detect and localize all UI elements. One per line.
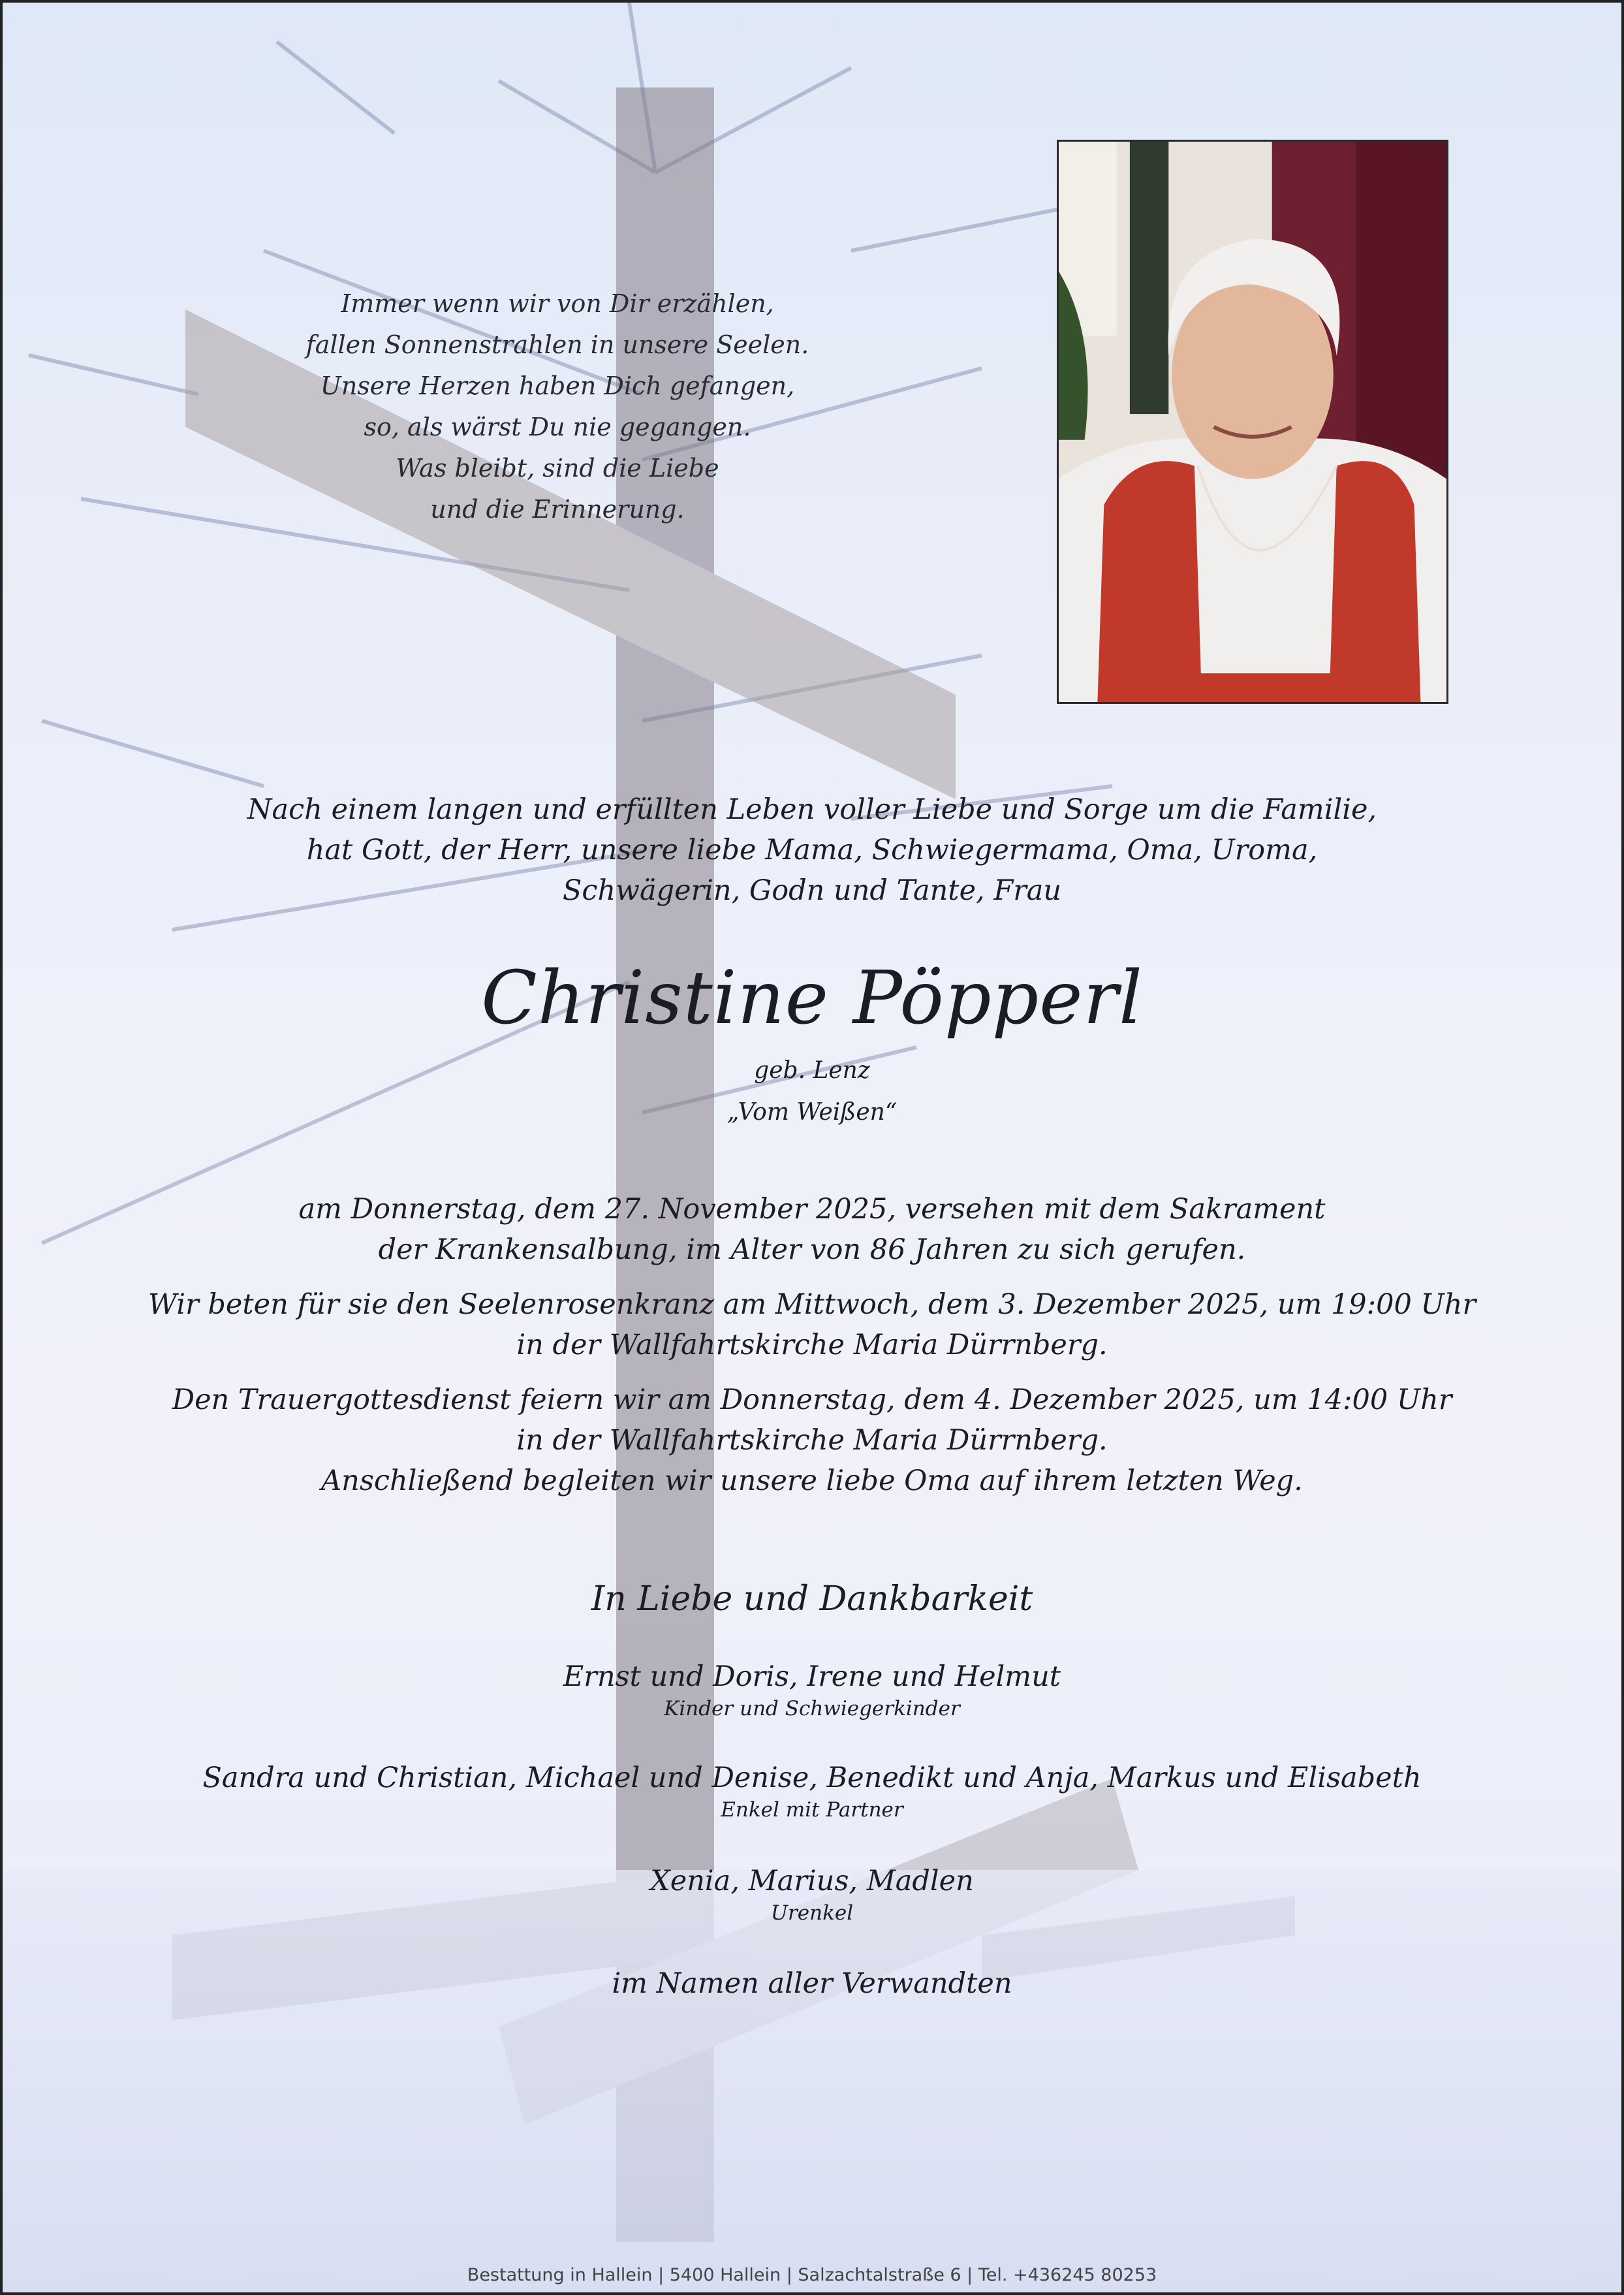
mourner-names: Sandra und Christian, Michael und Denise, Benedikt und Anja, Markus und Elisabeth [202, 1762, 1422, 1794]
snow-ground [3, 1870, 1621, 2292]
maiden-name: geb. Lenz [754, 1057, 870, 1084]
mourner-names: Ernst und Doris, Irene und Helmut [563, 1660, 1061, 1693]
mourner-role: Urenkel [770, 1901, 854, 1925]
memorial-poem [218, 283, 897, 530]
intro-line: hat Gott, der Herr, unsere liebe Mama, Schwiegermama, Oma, Uroma, [306, 834, 1318, 866]
mourners-closing: im Namen aller Verwandten [612, 1967, 1012, 2000]
funeral-notice [3, 1380, 1621, 1501]
nickname: „Vom Weißen“ [726, 1099, 898, 1126]
mourner-group-great-grandchildren [3, 1862, 1621, 1926]
detail-line: Anschließend begleiten wir unsere liebe Oma auf ihrem letzten Weg. [321, 1464, 1303, 1497]
service-details [3, 1189, 1621, 1515]
poem-line: so, als wärst Du nie gegangen. [364, 413, 751, 441]
portrait-image [1059, 142, 1446, 702]
rosary-notice [3, 1284, 1621, 1365]
deceased-name: Christine Pöpperl [481, 956, 1143, 1041]
poem-line: Unsere Herzen haben Dich gefangen, [320, 372, 795, 400]
mourners-heading: In Liebe und Dankbarkeit [591, 1579, 1033, 1619]
poem-line: Was bleibt, sind die Liebe [396, 454, 719, 483]
detail-line: am Donnerstag, dem 27. November 2025, versehen mit dem Sakrament [298, 1193, 1326, 1226]
mourner-role: Kinder und Schwiegerkinder [664, 1697, 960, 1720]
intro-text [3, 789, 1621, 911]
intro-line: Nach einem langen und erfüllten Leben voller Liebe und Sorge um die Familie, [247, 793, 1377, 826]
poem-line: fallen Sonnenstrahlen in unsere Seelen. [305, 330, 809, 359]
poem-line: und die Erinnerung. [430, 495, 685, 524]
detail-line: der Krankensalbung, im Alter von 86 Jahren zu sich gerufen. [378, 1233, 1246, 1266]
detail-line: in der Wallfahrtskirche Maria Dürrnberg. [516, 1424, 1108, 1457]
mourner-role: Enkel mit Partner [721, 1798, 903, 1822]
intro-line: Schwägerin, Godn und Tante, Frau [562, 874, 1062, 907]
detail-line: in der Wallfahrtskirche Maria Dürrnberg. [516, 1329, 1108, 1361]
death-notice [3, 1189, 1621, 1270]
detail-line: Wir beten für sie den Seelenrosenkranz am Mittwoch, dem 3. Dezember 2025, um 19:00 Uhr [148, 1288, 1476, 1321]
portrait-photo [1057, 140, 1448, 704]
mourner-names: Xenia, Marius, Madlen [650, 1865, 974, 1897]
mourner-group-grandchildren [3, 1759, 1621, 1823]
poem-line: Immer wenn wir von Dir erzählen, [341, 289, 774, 318]
detail-line: Den Trauergottesdienst feiern wir am Donnerstag, dem 4. Dezember 2025, um 14:00 Uhr [172, 1384, 1452, 1416]
funeral-home-footer: Bestattung in Hallein | 5400 Hallein | Salzachtalstraße 6 | Tel. +436245 80253 [467, 2265, 1157, 2285]
mourner-group-children [3, 1658, 1621, 1722]
